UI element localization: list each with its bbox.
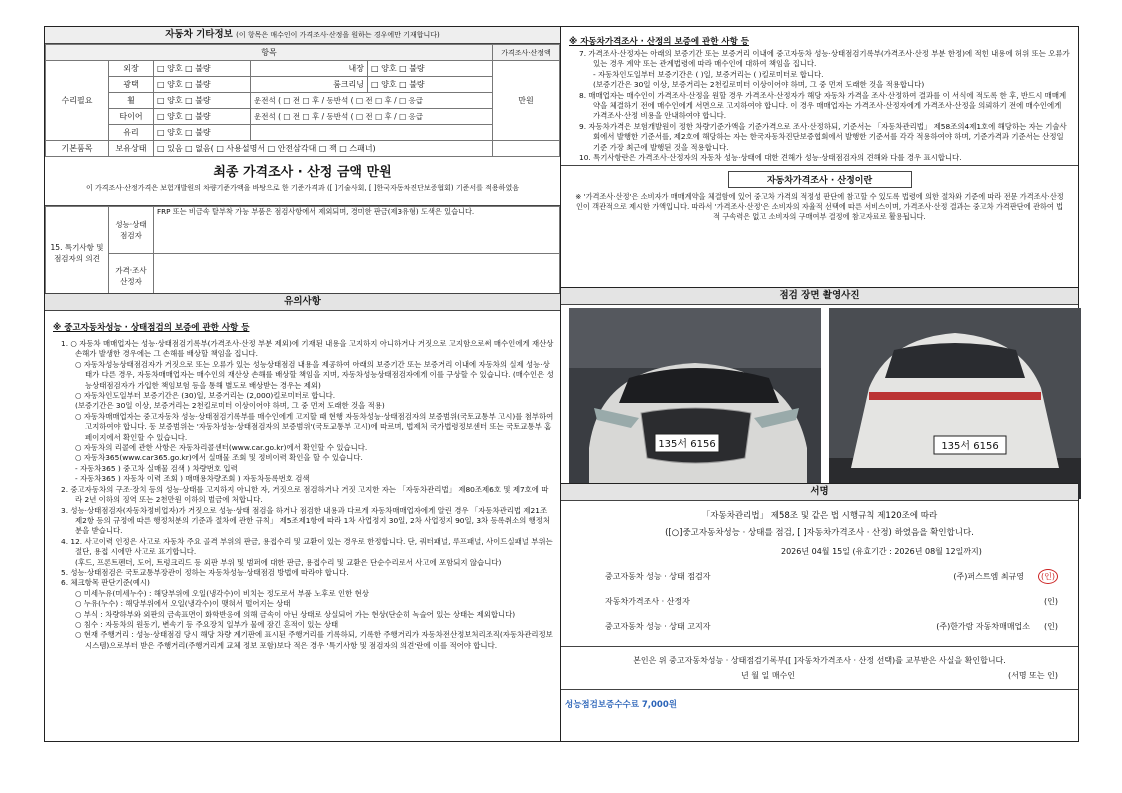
- row-check[interactable]: □ 양호 □ 불량: [154, 77, 251, 93]
- final-title: 최종 가격조사 · 산정 금액 만원: [213, 165, 392, 180]
- other-info-header: [45, 27, 560, 44]
- opinion-table: [45, 206, 560, 299]
- row-label: 외장: [109, 61, 154, 77]
- opinion-r1-label: 성능·상태 점검자: [109, 207, 154, 254]
- opinion-r2-text: [154, 254, 560, 299]
- caution-item: 6. 체크항목 판단기준(예시): [61, 578, 150, 588]
- sign-line1: 「자동차관리법」 제58조 및 같은 법 시행규칙 제120조에 따라: [701, 511, 938, 521]
- opinion-label: 15. 특기사항 및 점검자의 의견: [46, 207, 109, 299]
- caution-item: ○ 부식 : 차량하부와 외판의 금속표면이 화학반응에 의해 금속이 아닌 상태로 상실되어 가는 현상(단순히 녹슬어 있는 상태는 제외합니다): [75, 609, 516, 619]
- row-label: 타이어: [109, 109, 154, 125]
- box-text: ※ '가격조사·산정'은 소비자가 매매계약을 체결함에 있어 중고차 가격의 적정성 판단에 참고할 수 있도록 법령에 의한 절차와 기준에 따라 전문 가격조사·산정인이 객관적으로 제시한 가액입니다. 따라서 '가격조사·산정'은 소비자의 자율적 선택에 따른 서비스이며, 가격조사·산정 결과는 중고차 가격판단에 관하여 법적 구속력은 없고 소비자의 구매여부 결정에 참고자료로 활용됩니다.: [575, 192, 1064, 222]
- col-item: 항목: [46, 45, 493, 61]
- left-column: [45, 27, 561, 741]
- row-label: 룸크리닝: [251, 77, 368, 93]
- sign-row: [561, 596, 1078, 607]
- man-won: 만원: [493, 61, 560, 141]
- buyer-date: 년 월 일 매수인: [741, 671, 795, 680]
- caution-item: 3. 성능·상태점검자(자동차정비업자)가 거짓으로 성능·상태 점검을 하거나 점검한 내용과 다르게 자동차매매업자에게 알린 경우 「자동차관리법 제21조제2항 등의 규정에 따른 행정처분의 기준과 절차에 관한 규칙」 제5조제1항에 따라 1차 사업정지 30일, 2차 사업정지 90일, 3차 등록취소의 행정처분을 받습니다.: [61, 505, 550, 536]
- sign-row: [561, 621, 1078, 632]
- sign-section: [561, 483, 1078, 690]
- caution-list: [45, 339, 560, 651]
- row-check[interactable]: 운전석 ( □ 전 □ 후 / 동반석 ( □ 전 □ 후 / □ 응급: [251, 93, 493, 109]
- sign-mark[interactable]: (인): [1044, 597, 1058, 606]
- sign-role: 중고자동차 성능 · 상태 점검자: [605, 572, 711, 581]
- caution-section: [45, 293, 560, 741]
- sign-row: [561, 571, 1078, 582]
- caution-item: (후드, 프론트펜더, 도어, 트렁크리드 등 외판 부위 및 범퍼에 대한 판금, 용접수리 및 교환은 단순수리로서 사고에 포함되지 않습니다): [75, 557, 502, 567]
- sign-mark[interactable]: (인): [1044, 622, 1058, 631]
- row-check[interactable]: □ 양호 □ 불량: [154, 61, 251, 77]
- front-car-photo: [569, 308, 821, 499]
- caution-item: 1. ○ 자동차 매매업자는 성능·상태점검기록부(가격조사·산정 부분 제외)에 기재된 내용을 고지하지 아니하거나 거짓으로 고지함으로써 매수인에게 재산상 손해가 발생한 경우에는 그 손해를 배상할 책임을 집니다.: [61, 339, 554, 359]
- final-sub: 이 가격조사·산정가격은 보험개발원의 차량기준가액을 바탕으로 한 기준가격과 ([ ]기술사회, [ ]한국자동차진단보증협회) 기준서를 적용하였음: [86, 184, 519, 192]
- caution-item: ○ 누유(누수) : 해당부위에서 오일(냉각수)이 맺혀서 떨어지는 상태: [75, 599, 291, 609]
- row-check[interactable]: □ 양호 □ 불량: [154, 109, 251, 125]
- caution-item: ○ 자동차매매업자는 중고자동차 성능·상태점검기록부를 매수인에게 고지할 때 현행 자동차성능·상태점검자의 보증범위(국토교통부 고시)를 첨부하여 고지하여야 합니다. 동 보증범위는 '자동차성능·상태점검자의 보증범위'(국토교통부 고시)에 따르며, 법제처 국가법령정보센터 또는 국토교통부 홈페이지에서 확인할 수 있습니다.: [75, 411, 554, 442]
- row-label: 휠: [109, 93, 154, 109]
- sign-name-group: [953, 571, 1058, 582]
- caution-title: ※ 중고자동차성능 · 상태점검의 보증에 관한 사항 등: [53, 323, 250, 333]
- price-guarantee-item: - 자동차인도일부터 보증기간은 ( )일, 보증거리는 ( )킬로미터로 합니다.: [593, 69, 824, 79]
- rear-car-photo: [829, 308, 1081, 499]
- caution-header: 유의사항: [45, 293, 560, 311]
- caution-item: ○ 미세누유(미세누수) : 해당부위에 오일(냉각수)이 비치는 정도로서 부품 노후로 인한 현상: [75, 588, 369, 598]
- price-guarantee-title: ※ 자동차가격조사 · 산정의 보증에 관한 사항 등: [569, 37, 750, 47]
- sign-name-group: [936, 621, 1058, 632]
- price-guarantee-item: 9. 자동차가격은 보험개발원이 정한 차량기준가액을 기준가격으로 조사·산정하되, 기준서는 「자동차관리법」 제58조의4제1호에 해당하는 자는 기술사회에서 발행한 기준서를, 제2호에 해당하는 자는 한국자동차진단보증협회에서 발행한 기준서를 각각 적용하여야 하며, 기준가격과 기준서는 산정일 기준 가장 최근에 발행된 것을 적용합니다.: [579, 121, 1067, 152]
- row-check[interactable]: □ 양호 □ 불량: [368, 61, 493, 77]
- basic-label: 보유상태: [109, 141, 154, 157]
- buyer-row: [561, 670, 1078, 681]
- sign-mark[interactable]: (인): [1038, 569, 1058, 584]
- row-label: 광택: [109, 77, 154, 93]
- row-empty: [251, 125, 493, 141]
- sign-role: 자동차가격조사 · 산정자: [605, 597, 690, 606]
- sign-name-group: [1030, 596, 1058, 607]
- fee-footer: [561, 689, 1078, 741]
- sign-rows: [561, 571, 1078, 632]
- front-plate-text: 135서 6156: [658, 439, 716, 450]
- fee-text: 성능점검보증수수료 7,000원: [565, 700, 677, 710]
- final-amount: [45, 157, 560, 206]
- caution-item: ○ 자동차인도일부터 보증기간은 (30)일, 보증거리는 (2,000)킬로미터로 합니다.: [75, 391, 336, 401]
- basic-price: [493, 141, 560, 157]
- caution-item: (보증기간은 30일 이상, 보증거리는 2천킬로미터 이상이어야 하며, 그 중 먼저 도래한 것을 적용): [75, 401, 385, 411]
- photo-section: [561, 287, 1078, 508]
- row-check[interactable]: □ 양호 □ 불량: [154, 93, 251, 109]
- other-info-table: [45, 44, 560, 157]
- caution-item: 5. 성능·상태점검은 국토교통부장관이 정하는 자동차성능·상태점검 방법에 따라야 합니다.: [61, 567, 349, 577]
- caution-item: 2. 중고자동차의 구조·장치 등의 성능·상태를 고지하지 아니한 자, 거짓으로 점검하거나 거짓 고지한 자는 「자동차관리법」 제80조제6호 및 제7호에 따라 2년 이하의 징역 또는 2천만원 이하의 벌금에 처합니다.: [61, 484, 549, 505]
- row-label: 유리: [109, 125, 154, 141]
- caution-item: ○ 현재 주행거리 : 성능·상태점검 당시 해당 차량 계기판에 표시된 주행거리를 기록하되, 기록한 주행거리가 자동차전산정보처리조직(자동차관리정보시스템)으로부터 받은 주행거리(주행거리계 교체 정보 포함)보다 적은 경우 '특기사항 및 점검자의 의견'란에 이를 적어야 합니다.: [75, 630, 553, 650]
- sign-line2: ([○]중고자동차성능 · 상태를 점검, [ ]자동차가격조사 · 산정) 하였음을 확인합니다.: [665, 528, 974, 538]
- caution-item: ○ 침수 : 자동차의 원동기, 변속기 등 주요장치 일부가 물에 잠긴 흔적이 있는 상태: [75, 619, 339, 629]
- caution-item: - 자동차365 ) 자동차 이력 조회 ) 매매용차량조회 ) 자동차등록번호 검색: [75, 474, 310, 484]
- group-repair: 수리필요: [46, 61, 109, 141]
- sign-header: 서명: [561, 484, 1078, 501]
- opinion-r1-text: FRP 또는 비금속 탈부착 가능 부품은 점검사항에서 제외되며, 경미한 판금(제3유형) 도색은 있습니다.: [154, 207, 560, 254]
- box-section: [561, 165, 1078, 222]
- buyer-line: 본인은 위 중고자동차성능 · 상태점검기록부([ ]자동차가격조사 · 산정 선택)를 교부받은 사실을 확인합니다.: [561, 646, 1078, 666]
- buyer-sign[interactable]: (서명 또는 인): [1008, 671, 1058, 680]
- sign-name: (주)한가람 자동차매매업소: [936, 622, 1031, 631]
- photo-header: 점검 장면 촬영사진: [561, 288, 1078, 305]
- opinion-r2-label: 가격·조사 산정자: [109, 254, 154, 299]
- price-guarantee-item: 7. 가격조사·산정자는 아래의 보증기간 또는 보증거리 이내에 중고자동차 성능·상태점검기록부(가격조사·산정 부분 한정)에 적힌 내용에 허위 또는 오류가 있는 경우 계약 또는 관계법령에 따라 매수인에 대하여 책임을 집니다.: [579, 49, 1070, 69]
- row-label: 내장: [251, 61, 368, 77]
- caution-item: ○ 자동차365(www.car365.go.kr)에서 실매물 조회 및 정비이력 확인을 할 수 있습니다.: [75, 453, 363, 463]
- col-price: 가격조사·산정액: [493, 45, 560, 61]
- price-guarantee-item: 8. 매매업자는 매수인이 가격조사·산정을 원할 경우 가격조사·산정자가 해당 자동차 가격을 조사·산정하여 결과를 이 서식에 적도록 한 후, 반드시 매매계약을 체결하기 전에 매수인에게 서면으로 고지하여야 합니다. 이 경우 매매업자는 가격조사·산정자에게 가격조사·산정을 의뢰하기 전에 매수인에게 가격조사·산정 비용을 안내하여야 합니다.: [579, 90, 1067, 121]
- price-guarantee-list: [561, 49, 1078, 163]
- row-check[interactable]: □ 양호 □ 불량: [368, 77, 493, 93]
- price-guarantee-item: (보증기간은 30일 이상, 보증거리는 2천킬로미터 이상이어야 하며, 그 중 먼저 도래한 것을 적용합니다): [593, 80, 925, 90]
- row-check[interactable]: 운전석 ( □ 전 □ 후 / 동반석 ( □ 전 □ 후 / □ 응급: [251, 109, 493, 125]
- document-frame: [44, 26, 1079, 742]
- caution-item: ○ 자동차의 리콜에 관한 사항은 자동차리콜센터(www.car.go.kr)에서 확인할 수 있습니다.: [75, 443, 368, 453]
- group-basic: 기본품목: [46, 141, 109, 157]
- right-column: [561, 27, 1078, 741]
- sign-role: 중고자동차 성능 · 상태 고지자: [605, 622, 711, 631]
- price-guarantee-item: 10. 특기사항란은 가격조사·산정자의 자동차 성능·상태에 대한 견해가 성능·상태점검자의 견해와 다를 경우 표시합니다.: [579, 153, 962, 163]
- caution-item: - 자동차365 ) 중고차 실매물 검색 ) 차량번호 입력: [75, 463, 238, 473]
- row-check[interactable]: □ 양호 □ 불량: [154, 125, 251, 141]
- caution-item: ○ 자동차성능상태점검자가 거짓으로 또는 오류가 있는 성능상태점검 내용을 제공하여 아래의 보증기간 또는 보증거리 이내에 자동차의 실제 성능·상태가 다른 경우, 자동차매매업자는 매수인의 재산상 손해를 배상할 책임을 지며, 자동차성능상태점검자에게 이를 구상할 수 있습니다. (매수인은 성능상태점검자가 가입한 책임보험 등을 통해 별도로 배상받는 경우는 제외): [75, 359, 554, 390]
- sign-date: 2026년 04월 15일 (유효기간 : 2026년 08월 12일까지): [781, 547, 982, 556]
- basic-value[interactable]: □ 있음 □ 없음( □ 사용설명서 □ 안전삼각대 □ 잭 □ 스패너): [154, 141, 493, 157]
- other-info-title: 자동차 기타정보: [165, 29, 233, 40]
- caution-item: 4. 12. 사고이력 인정은 사고로 자동차 주요 골격 부위의 판금, 용접수리 및 교환이 있는 경우로 한정합니다. 단, 쿼터패널, 루프패널, 사이드실패널 부위는 절단, 용접 시에만 사고로 표기합니다.: [61, 536, 553, 557]
- sign-name: (주)퍼스트엠 최규영: [953, 572, 1025, 581]
- other-info-subtitle: (이 항목은 매수인이 가격조사·산정을 원하는 경우에만 기재합니다): [236, 31, 440, 39]
- box-title: 자동차가격조사 · 산정이란: [728, 171, 912, 188]
- rear-plate-text: 135서 6156: [941, 441, 999, 452]
